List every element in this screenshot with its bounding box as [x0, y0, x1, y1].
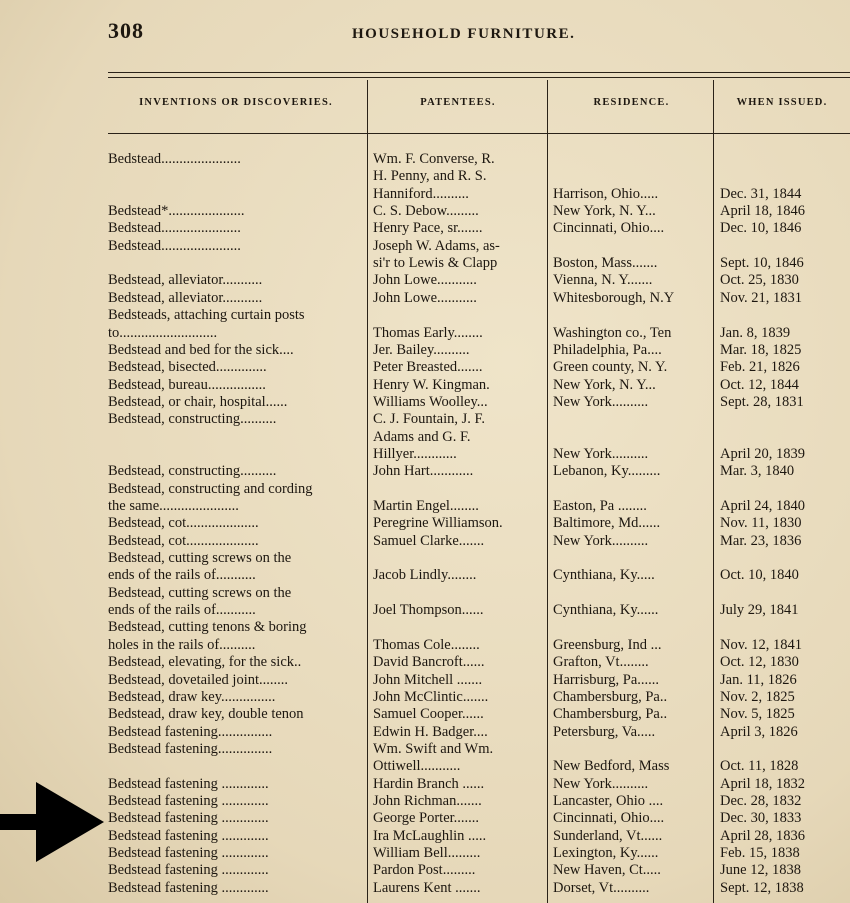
residence-cell [553, 151, 710, 168]
residence-cell: Whitesborough, N.Y [553, 290, 675, 306]
residence-cell: Baltimore, Md...... [553, 515, 661, 531]
invention-cell: Bedstead fastening............... [108, 724, 273, 740]
issued-date-cell: Jan. 8, 1839 [720, 325, 791, 341]
residence-cell: Lancaster, Ohio .... [553, 793, 664, 809]
residence-cell: Boston, Mass....... [553, 255, 658, 271]
issued-date-cell: Nov. 2, 1825 [720, 689, 795, 705]
residence-cell: New York.......... [553, 446, 649, 462]
patentee-cell: Jer. Bailey.......... [373, 342, 470, 358]
patentee-cell: C. S. Debow......... [373, 203, 479, 219]
invention-cell [108, 168, 364, 185]
invention-cell: Bedstead, dovetailed joint........ [108, 672, 289, 688]
residence-cell: Cynthiana, Ky..... [553, 567, 655, 583]
invention-cell: Bedstead, cot.................... [108, 533, 259, 549]
residence-cell [553, 168, 710, 185]
residence-cell: New York, N. Y... [553, 203, 656, 219]
patentee-cell: Samuel Clarke....... [373, 533, 485, 549]
residence-cell: Harrison, Ohio..... [553, 186, 659, 202]
invention-cell: Bedstead, draw key, double tenon [108, 706, 304, 722]
residence-cell: Lexington, Ky...... [553, 845, 659, 861]
header-residence: RESIDENCE. [593, 97, 670, 108]
patentee-cell: Jacob Lindly........ [373, 567, 477, 583]
issued-date-cell: Dec. 30, 1833 [720, 810, 802, 826]
issued-date-cell: April 18, 1832 [720, 776, 805, 792]
patentee-cell: John Mitchell ....... [373, 672, 483, 688]
residence-cell: Cincinnati, Ohio.... [553, 810, 665, 826]
issued-date-cell [720, 741, 845, 758]
issued-date-cell: Jan. 11, 1826 [720, 672, 797, 688]
patentee-cell [373, 619, 543, 636]
issued-date-cell: Mar. 18, 1825 [720, 342, 802, 358]
invention-cell: Bedstead, alleviator........... [108, 272, 263, 288]
patentee-cell: Ira McLaughlin ..... [373, 828, 487, 844]
invention-cell: Bedsteads, attaching curtain posts [108, 307, 305, 323]
residence-cell [553, 238, 710, 255]
residence-cell: Easton, Pa ........ [553, 498, 647, 514]
residence-cell: Cincinnati, Ohio.... [553, 220, 665, 236]
residence-cell: Harrisburg, Pa...... [553, 672, 660, 688]
issued-date-cell: Nov. 5, 1825 [720, 706, 795, 722]
issued-date-cell: April 3, 1826 [720, 724, 798, 740]
patentee-cell: Peregrine Williamson. [373, 515, 503, 531]
patentee-cell: Samuel Cooper...... [373, 706, 484, 722]
issued-date-cell: Oct. 25, 1830 [720, 272, 799, 288]
residence-cell: New Bedford, Mass [553, 758, 670, 774]
patentee-cell: si'r to Lewis & Clapp [373, 255, 498, 271]
invention-cell: the same...................... [108, 498, 239, 514]
residence-cell [553, 550, 710, 567]
issued-date-cell: Dec. 31, 1844 [720, 186, 802, 202]
invention-cell: Bedstead, bureau................ [108, 377, 266, 393]
residence-cell: Lebanon, Ky......... [553, 463, 661, 479]
patentee-cell: Hardin Branch ...... [373, 776, 485, 792]
residence-cell: Green county, N. Y. [553, 359, 668, 375]
invention-cell: Bedstead, constructing.......... [108, 463, 277, 479]
residence-cell: Vienna, N. Y....... [553, 272, 653, 288]
patentee-cell [373, 585, 543, 602]
issued-date-cell: Sept. 12, 1838 [720, 880, 804, 896]
invention-cell: ends of the rails of........... [108, 567, 256, 583]
patentee-cell: Wm. Swift and Wm. [373, 741, 494, 757]
residence-cell: New York.......... [553, 776, 649, 792]
issued-date-cell [720, 619, 845, 636]
patentee-cell: Henry W. Kingman. [373, 377, 490, 393]
issued-date-cell: Sept. 10, 1846 [720, 255, 804, 271]
patentee-cell: Laurens Kent ....... [373, 880, 481, 896]
residence-cell: Chambersburg, Pa.. [553, 689, 668, 705]
invention-cell: Bedstead, draw key............... [108, 689, 276, 705]
invention-cell [108, 446, 364, 463]
invention-cell [108, 429, 364, 446]
issued-date-cell: April 28, 1836 [720, 828, 805, 844]
header-when-issued: WHEN ISSUED. [736, 97, 828, 108]
issued-date-cell [720, 238, 845, 255]
invention-cell: Bedstead, cutting tenons & boring [108, 619, 307, 635]
residence-cell [553, 619, 710, 636]
patentee-cell: Thomas Early........ [373, 325, 483, 341]
issued-date-cell [720, 151, 845, 168]
patentee-cell: Peter Breasted....... [373, 359, 483, 375]
invention-cell: Bedstead, elevating, for the sick.. [108, 654, 302, 670]
patentee-cell: John McClintic....... [373, 689, 489, 705]
invention-cell: Bedstead fastening............... [108, 741, 273, 757]
issued-date-cell: Feb. 21, 1826 [720, 359, 800, 375]
arrow-pointer-icon [0, 782, 104, 862]
patentee-cell [373, 481, 543, 498]
invention-cell: Bedstead, cutting screws on the [108, 585, 292, 601]
issued-date-cell: Dec. 10, 1846 [720, 220, 802, 236]
residence-cell: Sunderland, Vt...... [553, 828, 663, 844]
issued-date-cell: Dec. 28, 1832 [720, 793, 802, 809]
issued-date-cell: Oct. 12, 1830 [720, 654, 799, 670]
patentee-cell [373, 307, 543, 324]
patentee-cell: Joel Thompson...... [373, 602, 484, 618]
residence-cell: Dorset, Vt.......... [553, 880, 650, 896]
invention-cell: Bedstead...................... [108, 220, 241, 236]
invention-cell: Bedstead, cutting screws on the [108, 550, 292, 566]
residence-cell: Cynthiana, Ky...... [553, 602, 659, 618]
patentee-cell: John Richman....... [373, 793, 482, 809]
issued-date-cell: Oct. 10, 1840 [720, 567, 799, 583]
patentee-cell: John Hart............ [373, 463, 474, 479]
issued-date-cell: Sept. 28, 1831 [720, 394, 804, 410]
invention-cell: Bedstead fastening ............. [108, 845, 269, 861]
invention-cell: Bedstead, constructing and cording [108, 481, 313, 497]
invention-cell: Bedstead fastening ............. [108, 776, 269, 792]
invention-cell: Bedstead fastening ............. [108, 810, 269, 826]
patentee-cell: William Bell......... [373, 845, 481, 861]
issued-date-cell: July 29, 1841 [720, 602, 799, 618]
issued-date-cell: Oct. 11, 1828 [720, 758, 799, 774]
invention-cell: Bedstead...................... [108, 238, 241, 254]
issued-date-cell: Feb. 15, 1838 [720, 845, 800, 861]
issued-date-cell [720, 481, 845, 498]
patentee-cell: H. Penny, and R. S. [373, 168, 487, 184]
invention-cell: Bedstead*..................... [108, 203, 245, 219]
residence-cell [553, 411, 710, 428]
patentee-cell: C. J. Fountain, J. F. [373, 411, 486, 427]
patentee-cell: Hanniford.......... [373, 186, 469, 202]
patentee-cell: Martin Engel........ [373, 498, 479, 514]
patentee-cell: Joseph W. Adams, as- [373, 238, 500, 254]
issued-date-cell [720, 550, 845, 567]
issued-date-cell [720, 168, 845, 185]
residence-cell: Philadelphia, Pa.... [553, 342, 662, 358]
issued-date-cell: Nov. 21, 1831 [720, 290, 803, 306]
residence-cell: New York.......... [553, 394, 649, 410]
patentee-cell: Edwin H. Badger.... [373, 724, 488, 740]
issued-date-cell: April 24, 1840 [720, 498, 805, 514]
residence-cell: New York, N. Y... [553, 377, 656, 393]
invention-cell: Bedstead fastening ............. [108, 862, 269, 878]
residence-cell [553, 585, 710, 602]
issued-date-cell: Oct. 12, 1844 [720, 377, 799, 393]
invention-cell: Bedstead, or chair, hospital...... [108, 394, 288, 410]
invention-cell: Bedstead...................... [108, 151, 241, 167]
invention-cell: to........................... [108, 325, 218, 341]
issued-date-cell: Mar. 23, 1836 [720, 533, 802, 549]
issued-date-cell: Mar. 3, 1840 [720, 463, 795, 479]
invention-cell: Bedstead fastening ............. [108, 880, 269, 896]
residence-cell [553, 481, 710, 498]
issued-date-cell: Nov. 12, 1841 [720, 637, 803, 653]
residence-cell [553, 429, 710, 446]
invention-cell: holes in the rails of.......... [108, 637, 256, 653]
invention-cell: Bedstead fastening ............. [108, 793, 269, 809]
patentee-cell: Wm. F. Converse, R. [373, 151, 495, 167]
issued-date-cell [720, 429, 845, 446]
patentee-cell: Adams and G. F. [373, 429, 471, 445]
patentee-cell: Henry Pace, sr....... [373, 220, 483, 236]
issued-date-cell: Nov. 11, 1830 [720, 515, 802, 531]
issued-date-cell [720, 411, 845, 428]
residence-cell: Greensburg, Ind ... [553, 637, 662, 653]
residence-cell: Chambersburg, Pa.. [553, 706, 668, 722]
patentee-cell [373, 550, 543, 567]
patentee-cell: Pardon Post......... [373, 862, 476, 878]
running-head: HOUSEHOLD FURNITURE. [352, 26, 576, 42]
issued-date-cell [720, 585, 845, 602]
invention-cell: Bedstead, constructing.......... [108, 411, 277, 427]
header-inventions: INVENTIONS OR DISCOVERIES. [139, 97, 333, 108]
residence-cell: Petersburg, Va..... [553, 724, 656, 740]
residence-cell: New York.......... [553, 533, 649, 549]
invention-cell [108, 255, 364, 272]
issued-date-cell [720, 307, 845, 324]
residence-cell: Grafton, Vt........ [553, 654, 649, 670]
patentee-cell: George Porter....... [373, 810, 480, 826]
issued-date-cell: April 18, 1846 [720, 203, 805, 219]
invention-cell [108, 758, 364, 775]
patentee-cell: Williams Woolley... [373, 394, 488, 410]
patentee-cell: John Lowe........... [373, 290, 477, 306]
invention-cell [108, 186, 364, 203]
residence-cell: Washington co., Ten [553, 325, 672, 341]
page-number: 308 [108, 18, 144, 43]
invention-cell: Bedstead and bed for the sick.... [108, 342, 294, 358]
patentee-cell: David Bancroft...... [373, 654, 485, 670]
invention-cell: ends of the rails of........... [108, 602, 256, 618]
invention-cell: Bedstead fastening ............. [108, 828, 269, 844]
invention-cell: Bedstead, cot.................... [108, 515, 259, 531]
header-patentees: PATENTEES. [420, 97, 496, 108]
patentee-cell: Hillyer............ [373, 446, 457, 462]
issued-date-cell: April 20, 1839 [720, 446, 805, 462]
invention-cell: Bedstead, bisected.............. [108, 359, 267, 375]
invention-cell: Bedstead, alleviator........... [108, 290, 263, 306]
patentee-cell: John Lowe........... [373, 272, 477, 288]
patentee-cell: Ottiwell........... [373, 758, 461, 774]
residence-cell [553, 307, 710, 324]
patentee-cell: Thomas Cole........ [373, 637, 480, 653]
issued-date-cell: June 12, 1838 [720, 862, 801, 878]
residence-cell [553, 741, 710, 758]
residence-cell: New Haven, Ct..... [553, 862, 661, 878]
